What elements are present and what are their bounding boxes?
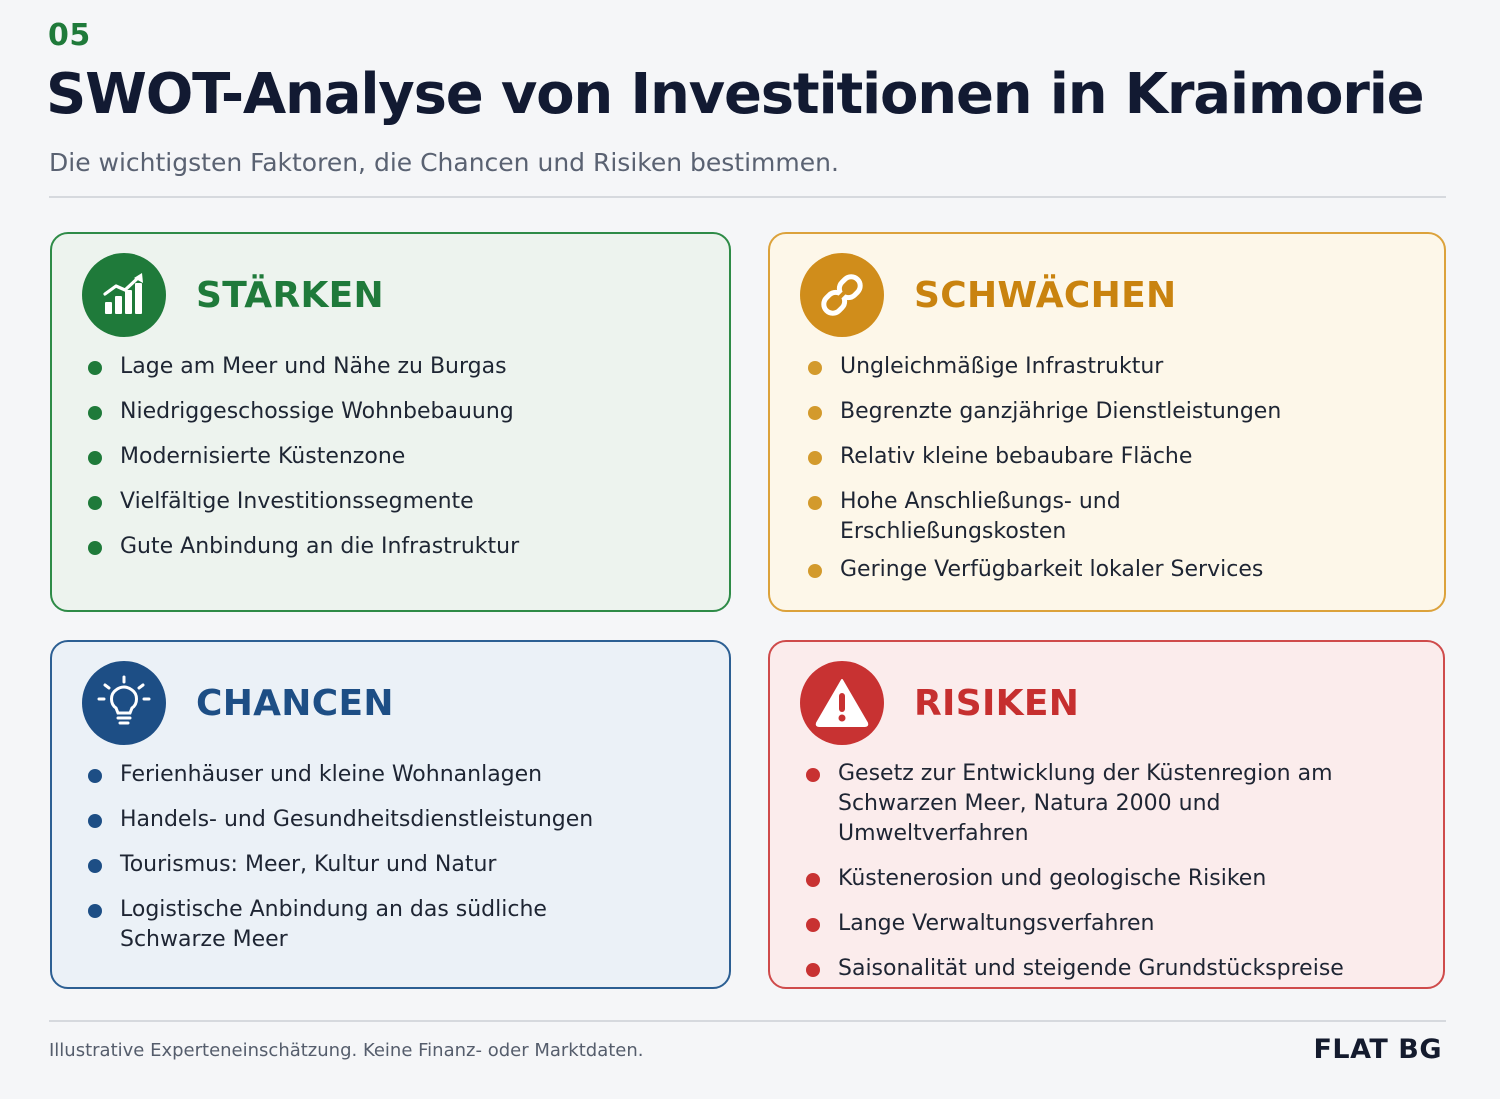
list-item: Relativ kleine bebaubare Fläche	[808, 442, 1414, 472]
list-item: Lage am Meer und Nähe zu Burgas	[88, 352, 699, 382]
list-item: Lange Verwaltungsverfahren	[806, 909, 1413, 939]
threats-list	[806, 759, 1413, 999]
footer-divider	[49, 1020, 1446, 1022]
list-item: Begrenzte ganzjährige Dienstleistungen	[808, 397, 1414, 427]
list-item: Logistische Anbindung an das südliche Schwarze Meer	[88, 895, 558, 955]
strengths-title: STÄRKEN	[196, 274, 384, 316]
header-divider	[49, 196, 1446, 198]
weaknesses-title: SCHWÄCHEN	[914, 274, 1177, 316]
strengths-list	[88, 352, 699, 577]
page-subtitle: Die wichtigsten Faktoren, die Chancen und Risiken bestimmen.	[49, 148, 839, 177]
opportunities-header	[82, 660, 394, 746]
growth-chart-icon	[82, 253, 166, 337]
threats-header	[800, 660, 1079, 746]
warning-icon	[800, 661, 884, 745]
threats-title: RISIKEN	[914, 682, 1080, 724]
list-item: Gesetz zur Entwicklung der Küstenregion am Schwarzen Meer, Natura 2000 und Umweltverfahren	[806, 759, 1366, 849]
list-item: Hohe Anschließungs- und Erschließungskosten	[808, 487, 1148, 547]
list-item: Ferienhäuser und kleine Wohnanlagen	[88, 760, 699, 790]
page-number: 05	[48, 18, 91, 53]
weaknesses-card	[768, 232, 1446, 612]
threats-card	[768, 640, 1445, 989]
list-item: Modernisierte Küstenzone	[88, 442, 699, 472]
strengths-header	[82, 252, 384, 338]
list-item: Handels- und Gesundheitsdienstleistungen	[88, 805, 699, 835]
weaknesses-header	[800, 252, 1176, 338]
footer-note: Illustrative Experteneinschätzung. Keine Finanz- oder Marktdaten.	[49, 1040, 644, 1061]
page-title: SWOT-Analyse von Investitionen in Kraimorie	[46, 62, 1424, 127]
lightbulb-icon	[82, 661, 166, 745]
list-item: Saisonalität und steigende Grundstückspreise	[806, 954, 1413, 984]
list-item: Vielfältige Investitionssegmente	[88, 487, 699, 517]
opportunities-card	[50, 640, 731, 989]
list-item: Niedriggeschossige Wohnbebauung	[88, 397, 699, 427]
list-item: Gute Anbindung an die Infrastruktur	[88, 532, 699, 562]
broken-link-icon	[800, 253, 884, 337]
weaknesses-list	[808, 352, 1414, 593]
list-item: Tourismus: Meer, Kultur und Natur	[88, 850, 699, 880]
list-item: Geringe Verfügbarkeit lokaler Services	[808, 555, 1414, 585]
opportunities-list	[88, 760, 699, 970]
opportunities-title: CHANCEN	[196, 682, 394, 724]
list-item: Ungleichmäßige Infrastruktur	[808, 352, 1414, 382]
brand-logo: FLAT BG	[1313, 1034, 1442, 1065]
strengths-card	[50, 232, 731, 612]
list-item: Küstenerosion und geologische Risiken	[806, 864, 1413, 894]
